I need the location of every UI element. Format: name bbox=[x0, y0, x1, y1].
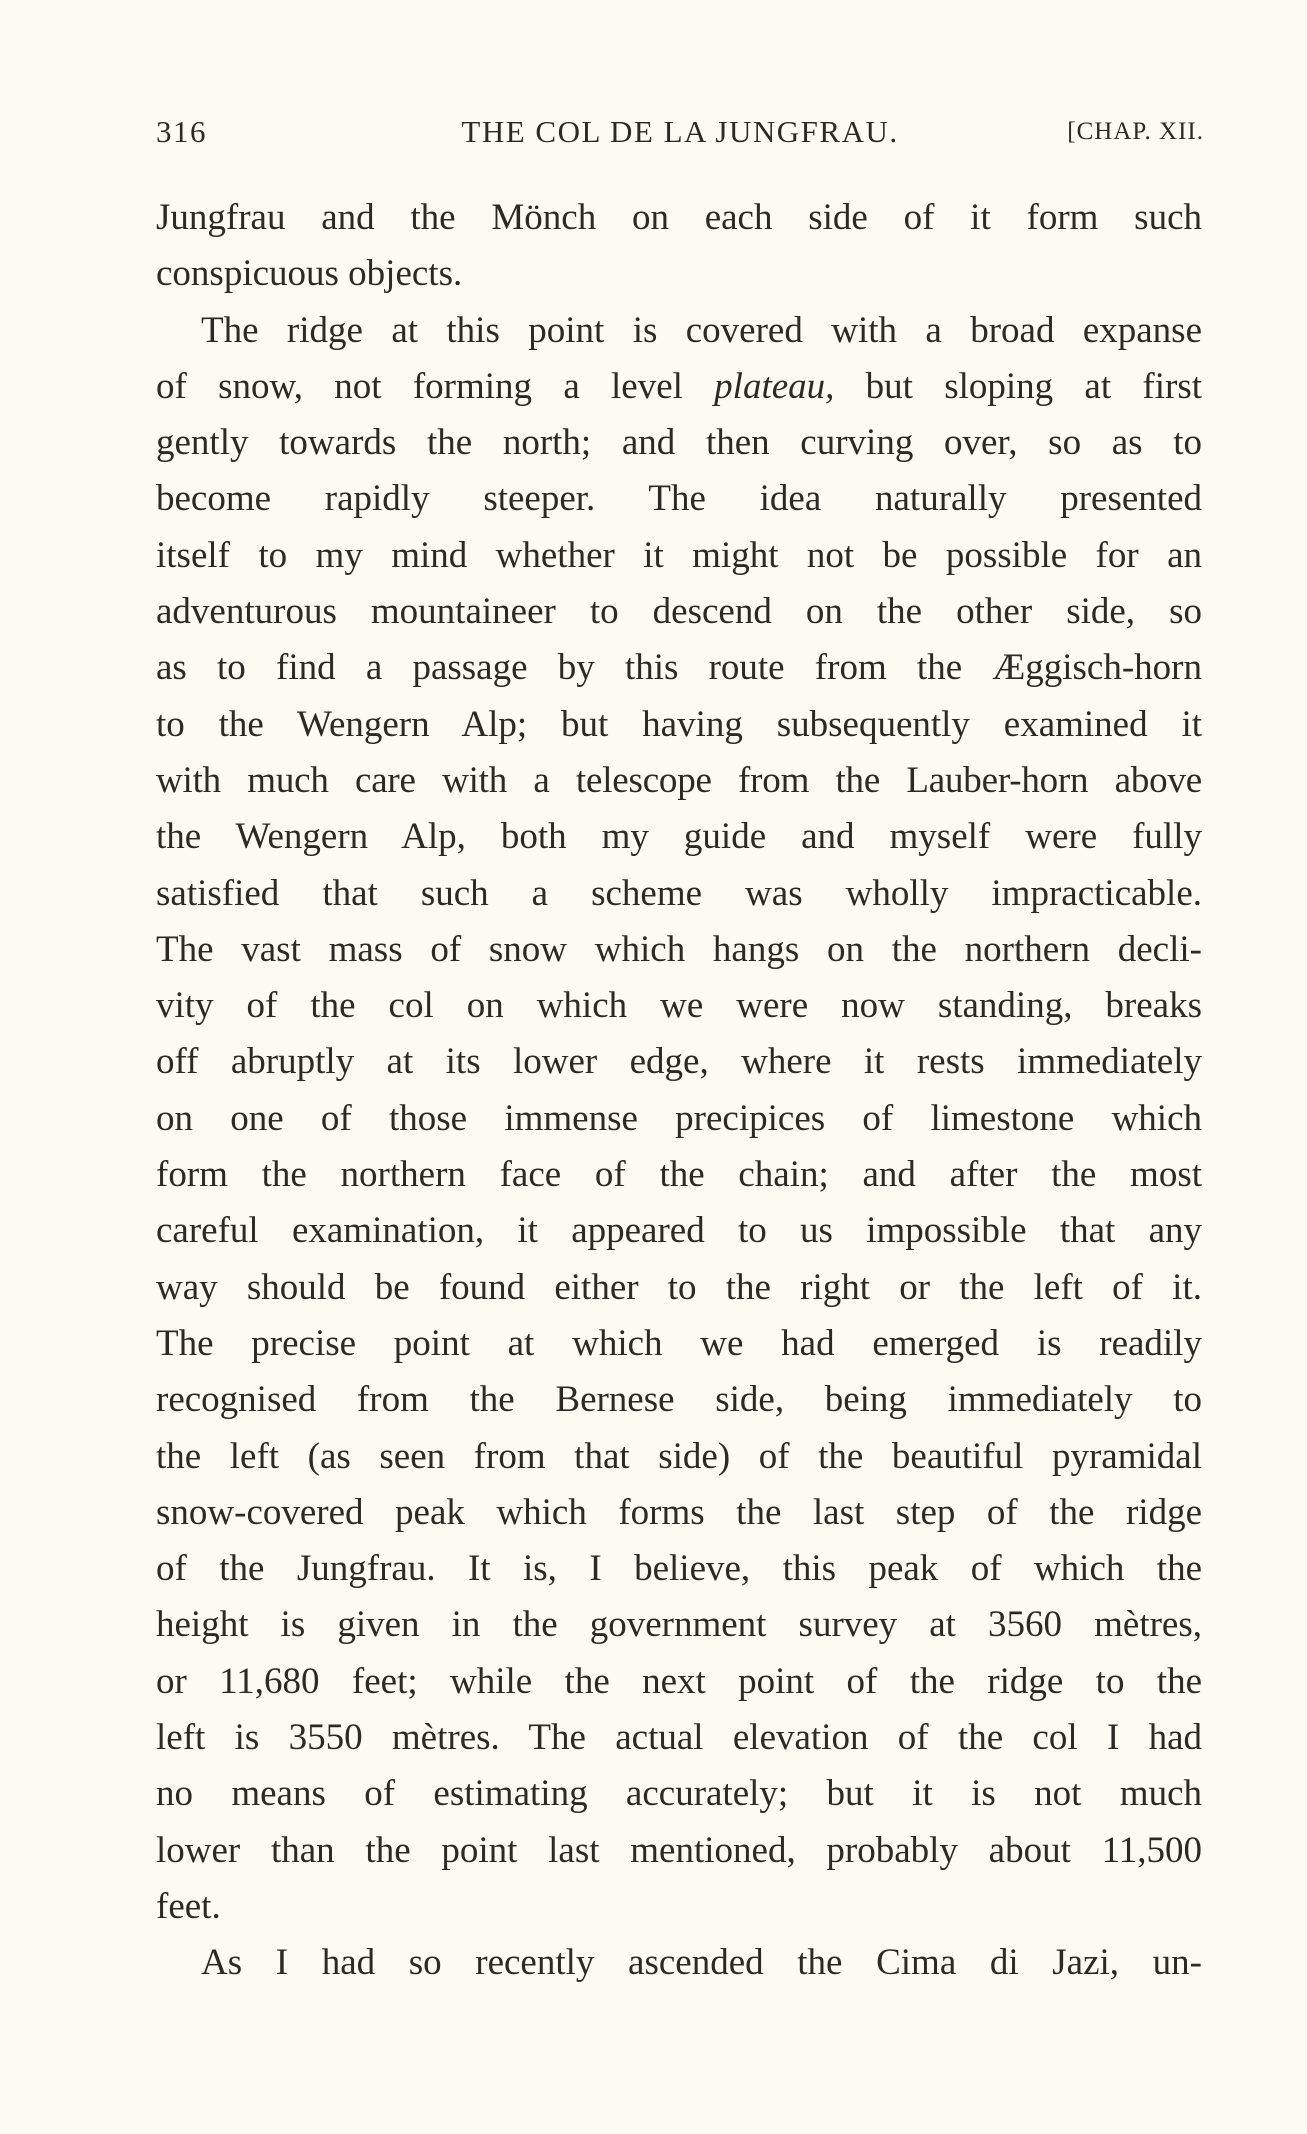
text-line: height is given in the government survey at 3560 mètres, bbox=[156, 1604, 1202, 1646]
text-line bbox=[156, 359, 1202, 415]
text-line: as to find a passage by this route from the Æggisch-horn bbox=[156, 647, 1202, 689]
text-line: of the Jungfrau. It is, I believe, this peak of which the bbox=[156, 1548, 1202, 1590]
text-line: The vast mass of snow which hangs on the northern decli- bbox=[156, 928, 1202, 970]
text-segment: of snow, not forming a level bbox=[156, 365, 683, 407]
text-line: careful examination, it appeared to us impossible that any bbox=[156, 1210, 1202, 1252]
text-line: Jungfrau and the Mönch on each side of it form such bbox=[156, 197, 1202, 238]
text-line: The precise point at which we had emerged is readily bbox=[156, 1322, 1202, 1364]
text-line: on one of those immense precipices of limestone which bbox=[156, 1097, 1202, 1139]
body-text bbox=[156, 190, 1202, 1992]
text-line: satisfied that such a scheme was wholly impracticable. bbox=[156, 872, 1202, 914]
text-line: no means of estimating accurately; but it is not much bbox=[156, 1773, 1202, 1815]
text-line: the left (as seen from that side) of the beautiful pyramidal bbox=[156, 1435, 1202, 1477]
italic-word: plateau, bbox=[714, 365, 835, 407]
text-line: off abruptly at its lower edge, where it rests immediately bbox=[156, 1041, 1202, 1083]
running-title: THE COL DE LA JUNGFRAU. bbox=[461, 114, 899, 149]
text-line: gently towards the north; and then curving over, so as to bbox=[156, 422, 1202, 464]
text-segment: but sloping at first bbox=[865, 365, 1202, 407]
text-line: to the Wengern Alp; but having subsequently examined it bbox=[156, 703, 1202, 745]
text-line: form the northern face of the chain; and after the most bbox=[156, 1154, 1202, 1196]
text-line: vity of the col on which we were now standing, breaks bbox=[156, 985, 1202, 1027]
page-number: 316 bbox=[156, 114, 207, 149]
text-line: become rapidly steeper. The idea naturally presented bbox=[156, 478, 1202, 520]
text-line: As I had so recently ascended the Cima di Jazi, un- bbox=[201, 1942, 1202, 1984]
text-line: feet. bbox=[156, 1885, 221, 1927]
running-header bbox=[156, 114, 1204, 162]
text-line: conspicuous objects. bbox=[156, 253, 463, 295]
text-line: way should be found either to the right or the left of it. bbox=[156, 1266, 1202, 1308]
text-line: adventurous mountaineer to descend on the other side, so bbox=[156, 591, 1202, 633]
text-line: itself to my mind whether it might not be possible for an bbox=[156, 534, 1202, 576]
text-line: recognised from the Bernese side, being immediately to bbox=[156, 1379, 1202, 1421]
text-line: The ridge at this point is covered with a broad expanse bbox=[201, 309, 1202, 351]
text-line: lower than the point last mentioned, probably about 11,500 bbox=[156, 1829, 1202, 1871]
text-line: or 11,680 feet; while the next point of the ridge to the bbox=[156, 1660, 1202, 1702]
chapter-label: [CHAP. XII. bbox=[1067, 118, 1204, 145]
text-line: the Wengern Alp, both my guide and myself were fully bbox=[156, 816, 1202, 858]
text-line: snow-covered peak which forms the last step of the ridge bbox=[156, 1491, 1202, 1533]
text-line: with much care with a telescope from the Lauber-horn above bbox=[156, 759, 1202, 801]
text-line: left is 3550 mètres. The actual elevation of the col I had bbox=[156, 1717, 1202, 1759]
